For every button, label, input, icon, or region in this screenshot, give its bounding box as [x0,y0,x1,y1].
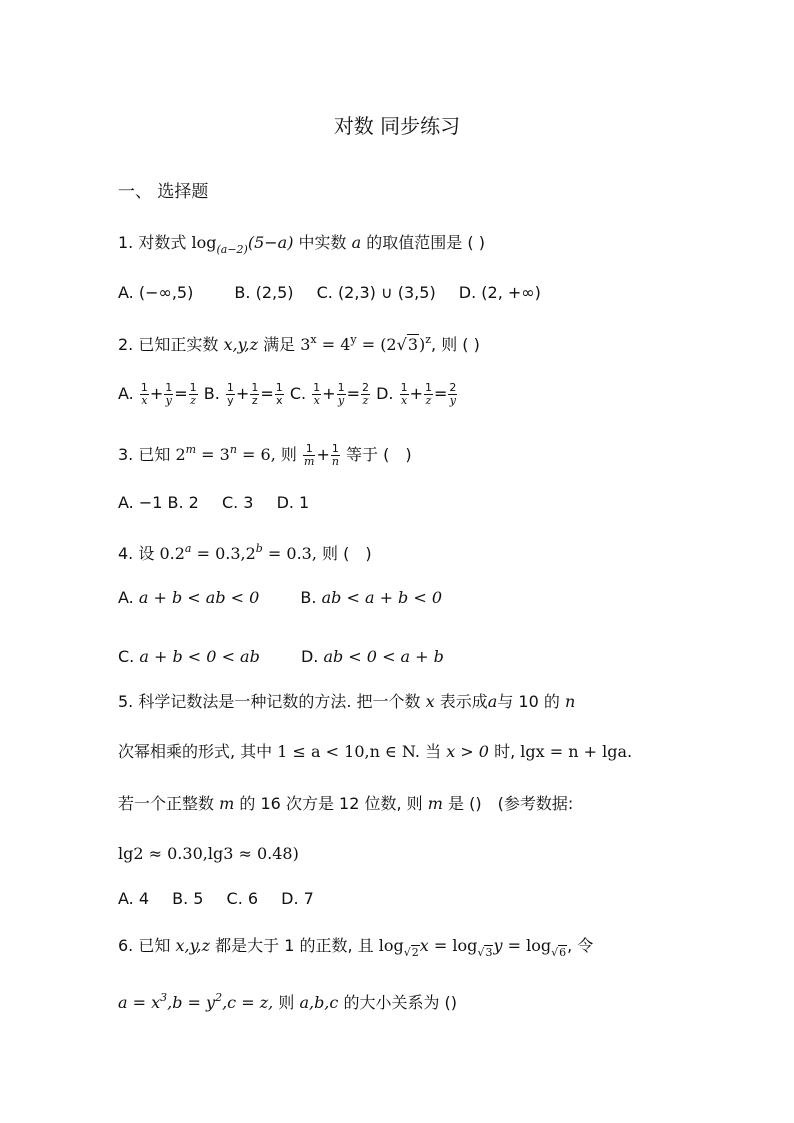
question-5-line-2: 次幂相乘的形式, 其中 1 ≤ a < 10,n ∈ N. 当 x > 0 时, lgx = n + lga. [118,742,633,761]
option-b: B. $\frac{1}{y}$ + $\frac{1}{z}$ = $\frac{1}{x}$ [203,381,283,407]
equation-3x-4y: $3^x = 4^y = (2√3)^z$ [300,333,432,354]
option-d: D. (2, +∞) [458,283,541,302]
question-4: 4. 设 0.2$^a$ = 0.3,2$^b$ = 0.3, 则 ( ) [118,542,372,563]
option-b: B. ab < a + b < 0 [300,588,443,607]
section-heading: 一、 选择题 [118,182,209,202]
option-c: C. 6 [226,889,259,908]
option-c: C. $\frac{1}{x}$ + $\frac{1}{y}$ = $\frac{2}{z}$ [289,381,369,407]
option-c: C. 3 [221,493,254,512]
option-d: D. 7 [281,889,314,908]
option-a: A. −1 [118,493,163,512]
question-3: 3. 已知 $2^m = 3^n = 6$, 则 $\frac{1}{m}$ + $\frac{1}{n}$ 等于 ( ) [118,442,412,468]
option-a: A. (−∞,5) [118,283,194,302]
option-d: D. ab < 0 < a + b [300,647,444,666]
option-a: A. 4 [118,889,150,908]
question-3-options [118,491,309,515]
question-2: 2. 已知正实数 x,y,z 满足 $3^x = 4^y = (2√3)^z$, 则 ( ) [118,333,480,354]
option-b: B. 2 [167,493,199,512]
question-5-line-1: 5. 科学记数法是一种记数的方法. 把一个数 x 表示成a与 10 的 n [118,692,576,711]
option-c: C. a + b < 0 < ab [118,647,260,666]
page-title: 对数 同步练习 [333,114,461,138]
question-5-options [118,887,314,911]
question-6-line-2: $a = x^3,b = y^2,c = z$, 则 a,b,c 的大小关系为 () [118,991,458,1012]
option-d: D. 1 [276,493,310,512]
option-a: A. $\frac{1}{x}$ + $\frac{1}{y}$ = $\frac{1}{z}$ [118,381,197,407]
option-b: B. (2,5) [234,283,294,302]
question-4-options-cd [118,645,444,669]
option-b: B. 5 [172,889,204,908]
question-2-options [118,382,458,407]
option-d: D. $\frac{1}{x}$ + $\frac{1}{z}$ = $\frac{2}{y}$ [376,381,457,407]
question-5-line-3: 若一个正整数 m 的 16 次方是 12 位数, 则 m 是 () (参考数据: [118,794,574,813]
option-c: C. (2,3) ∪ (3,5) [316,283,436,302]
question-4-options-ab [118,586,442,610]
question-1: 1. 对数式 $\log_{(a-2)}(5-a)$ 中实数 a 的取值范围是 ( ) [118,233,485,256]
question-1-options [118,281,541,305]
question-5-line-4: lg2 ≈ 0.30,lg3 ≈ 0.48) [118,844,299,863]
option-a: A. a + b < ab < 0 [118,588,260,607]
question-6-line-1: 6. 已知 x,y,z 都是大于 1 的正数, 且 $\log_{√2}x = \log_{√3}y = \log_{√6}$, 令 [118,936,594,959]
